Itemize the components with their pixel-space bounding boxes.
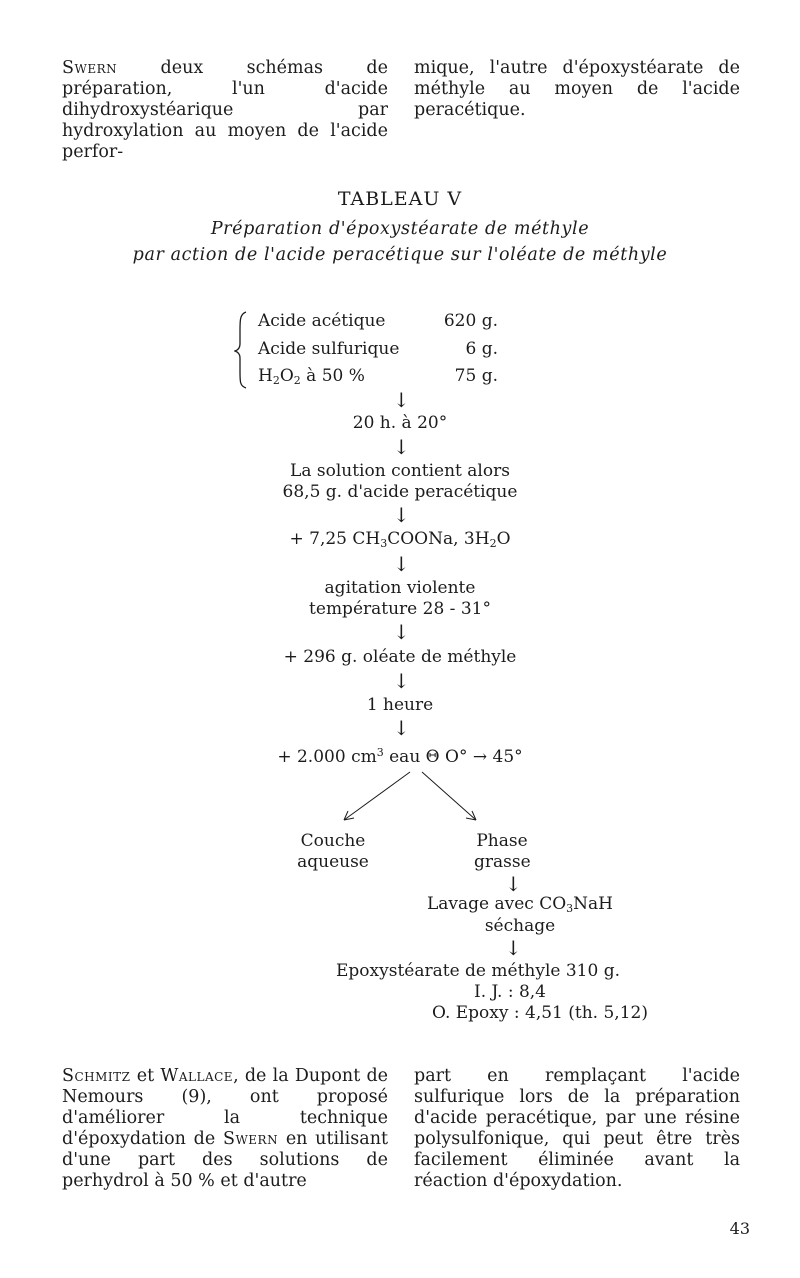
- down-arrow-icon: ↓: [393, 503, 410, 527]
- step-washing: Lavage avec $CO_3NaH$: [426, 894, 614, 915]
- reagent-row-1: [258, 311, 498, 331]
- down-arrow-icon: ↓: [393, 552, 410, 576]
- top-left-column: [62, 58, 388, 163]
- down-arrow-icon: ↓: [393, 620, 410, 644]
- step-solution-2: 68,5 g. d'acide peracétique: [282, 482, 518, 502]
- bottom-right-paragraph: part en remplaçant l'acide sulfurique lors de la préparation d'acide peracétique, par une résine polysulfonique, qui peut être très facilement éliminée avant la réaction d'époxydation.: [414, 1066, 740, 1191]
- step-temperature: température 28 - 31°: [309, 599, 491, 619]
- down-arrow-icon: ↓: [505, 872, 522, 896]
- reagent-name: Acide acétique: [258, 311, 386, 331]
- bottom-right-column: [414, 1066, 740, 1192]
- down-arrow-icon: ↓: [393, 716, 410, 740]
- step-acetate: + 7,25 $CH_3COONa$, $3H_2O$: [289, 529, 511, 550]
- result-iodine-index: I. J. : 8,4: [474, 982, 546, 1002]
- reagent-brace: [234, 310, 250, 390]
- bottom-left-column: [62, 1066, 388, 1192]
- aqueous-layer-2: aqueuse: [297, 852, 369, 872]
- author-wallace: Wallace: [160, 1066, 234, 1086]
- top-left-paragraph: [62, 58, 388, 163]
- fatty-phase-2: grasse: [474, 852, 531, 872]
- reagent-qty: 620 g.: [443, 311, 498, 331]
- down-arrow-icon: ↓: [393, 435, 410, 459]
- step-agitation: agitation violente: [324, 578, 476, 598]
- step-oleate: + 296 g. oléate de méthyle: [283, 647, 517, 667]
- down-arrow-icon: ↓: [505, 936, 522, 960]
- table-subtitle-1: Préparation d'époxystéarate de méthyle: [210, 219, 590, 239]
- split-arrows-icon: [330, 768, 490, 828]
- bottom-left-paragraph: Schmitz et Wallace, de la Dupont de Nemours (9), ont proposé d'améliorer la technique d'époxydation de Swern en utilisant d'une part des solutions de perhydrol à 50 % et d'autre: [62, 1066, 389, 1191]
- down-arrow-icon: ↓: [393, 669, 410, 693]
- author-swern: Swern: [222, 1129, 279, 1149]
- top-right-paragraph: mique, l'autre d'époxystéarate de méthyle au moyen de l'acide peracétique.: [414, 58, 740, 120]
- reagent-name: $H_2O_2$ à 50 %: [258, 366, 365, 387]
- step-drying: séchage: [484, 916, 556, 936]
- reagent-qty: 75 g.: [454, 366, 498, 386]
- step-hour: 1 heure: [366, 695, 434, 715]
- reagent-row-2: [258, 339, 498, 359]
- reagent-row-3: [258, 366, 498, 387]
- top-left-text: deux schémas de préparation, l'un d'acide dihydroxystéarique par hydroxylation au moyen de l'acide perfor-: [62, 58, 388, 162]
- table-title: TABLEAU V: [337, 188, 463, 210]
- table-subtitle-2: par action de l'acide peracétique sur l'oléate de méthyle: [132, 245, 668, 265]
- reagent-qty: 6 g.: [465, 339, 498, 359]
- reagent-name: Acide sulfurique: [258, 339, 400, 359]
- down-arrow-icon: ↓: [393, 388, 410, 412]
- aqueous-layer-1: Couche: [300, 831, 366, 851]
- result-product: Epoxystéarate de méthyle 310 g.: [336, 961, 620, 981]
- page-number: 43: [729, 1219, 750, 1238]
- step-reaction-time: 20 h. à 20°: [352, 413, 448, 433]
- step-solution-1: La solution contient alors: [290, 461, 510, 481]
- top-right-column: [414, 58, 740, 121]
- author-swern: Swern: [62, 58, 118, 78]
- author-schmitz: Schmitz: [62, 1066, 131, 1086]
- step-water: + 2.000 $cm^3$ eau Θ O° → 45°: [277, 746, 523, 767]
- fatty-phase-1: Phase: [476, 831, 528, 851]
- result-oxirane: O. Epoxy : 4,51 (th. 5,12): [432, 1003, 648, 1023]
